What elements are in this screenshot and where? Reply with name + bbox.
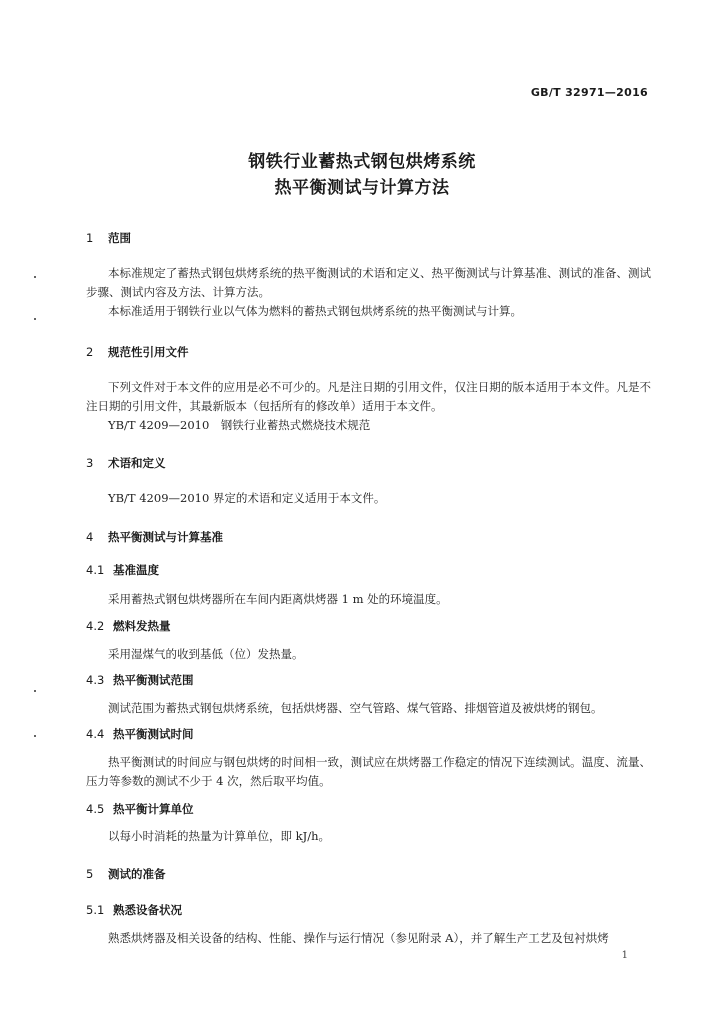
subsection-4-4-heading <box>86 726 194 742</box>
section-number: 5 <box>86 867 94 881</box>
subsection-number: 4.2 <box>86 619 105 633</box>
section-2-heading <box>86 344 189 360</box>
subsection-5-1-heading <box>86 902 182 918</box>
section-2-reference: YB/T 4209—2010 钢铁行业蓄热式燃烧技术规范 <box>108 418 371 432</box>
subsection-title: 基准温度 <box>113 563 159 577</box>
subsection-number: 4.1 <box>86 563 105 577</box>
section-number: 4 <box>86 530 94 544</box>
subsection-title: 热平衡计算单位 <box>113 802 194 816</box>
section-1-paragraph-2: 本标准适用于钢铁行业以气体为燃料的蓄热式钢包烘烤系统的热平衡测试与计算。 <box>108 304 522 318</box>
section-title: 规范性引用文件 <box>108 345 189 359</box>
subsection-number: 5.1 <box>86 903 105 917</box>
section-number: 2 <box>86 345 94 359</box>
scan-mark <box>34 318 36 320</box>
subsection-4-3-heading <box>86 672 194 688</box>
section-number: 3 <box>86 456 94 470</box>
section-title: 范围 <box>108 231 131 245</box>
scan-mark <box>34 276 36 278</box>
subsection-number: 4.4 <box>86 727 105 741</box>
section-title: 热平衡测试与计算基准 <box>108 530 223 544</box>
subsection-5-1-text: 熟悉烘烤器及相关设备的结构、性能、操作与运行情况（参见附录 A），并了解生产工艺及包衬烘烤 <box>108 931 609 945</box>
subsection-title: 热平衡测试时间 <box>113 727 194 741</box>
section-4-heading <box>86 529 223 545</box>
scan-mark <box>34 735 36 737</box>
subsection-title: 熟悉设备状况 <box>113 903 182 917</box>
subsection-4-5-heading <box>86 801 194 817</box>
document-title-line2: 热平衡测试与计算方法 <box>274 178 450 198</box>
section-title: 测试的准备 <box>108 867 166 881</box>
section-2-paragraph-1: 下列文件对于本文件的应用是必不可少的。凡是注日期的引用文件，仅注日期的版本适用于本文件。凡是不注日期的引用文件，其最新版本（包括所有的修改单）适用于本文件。 <box>86 380 651 413</box>
section-number: 1 <box>86 231 94 245</box>
subsection-number: 4.5 <box>86 802 105 816</box>
section-title: 术语和定义 <box>108 456 166 470</box>
subsection-number: 4.3 <box>86 673 105 687</box>
subsection-4-1-heading <box>86 562 159 578</box>
subsection-4-2-heading <box>86 618 171 634</box>
subsection-title: 燃料发热量 <box>113 619 171 633</box>
section-1-heading <box>86 230 131 246</box>
page-number: 1 <box>621 950 628 961</box>
subsection-4-4-text: 热平衡测试的时间应与钢包烘烤的时间相一致，测试应在烘烤器工作稳定的情况下连续测试。温度、流量、压力等参数的测试不少于 4 次，然后取平均值。 <box>86 755 651 788</box>
subsection-title: 热平衡测试范围 <box>113 673 194 687</box>
subsection-4-2-text: 采用湿煤气的收到基低（位）发热量。 <box>108 647 304 661</box>
subsection-4-3-text: 测试范围为蓄热式钢包烘烤系统，包括烘烤器、空气管路、煤气管路、排烟管道及被烘烤的钢包。 <box>108 701 603 715</box>
scan-mark <box>34 690 36 692</box>
subsection-4-1-text: 采用蓄热式钢包烘烤器所在车间内距离烘烤器 1 m 处的环境温度。 <box>108 592 448 606</box>
section-3-paragraph: YB/T 4209—2010 界定的术语和定义适用于本文件。 <box>108 491 386 505</box>
standard-number: GB/T 32971—2016 <box>530 86 648 99</box>
subsection-4-5-text: 以每小时消耗的热量为计算单位，即 kJ/h。 <box>108 829 331 843</box>
section-3-heading <box>86 455 166 471</box>
section-5-heading <box>86 866 166 882</box>
document-title-line1: 钢铁行业蓄热式钢包烘烤系统 <box>248 152 476 172</box>
section-1-paragraph-1: 本标准规定了蓄热式钢包烘烤系统的热平衡测试的术语和定义、热平衡测试与计算基准、测试的准备、测试步骤、测试内容及方法、计算方法。 <box>86 266 651 299</box>
